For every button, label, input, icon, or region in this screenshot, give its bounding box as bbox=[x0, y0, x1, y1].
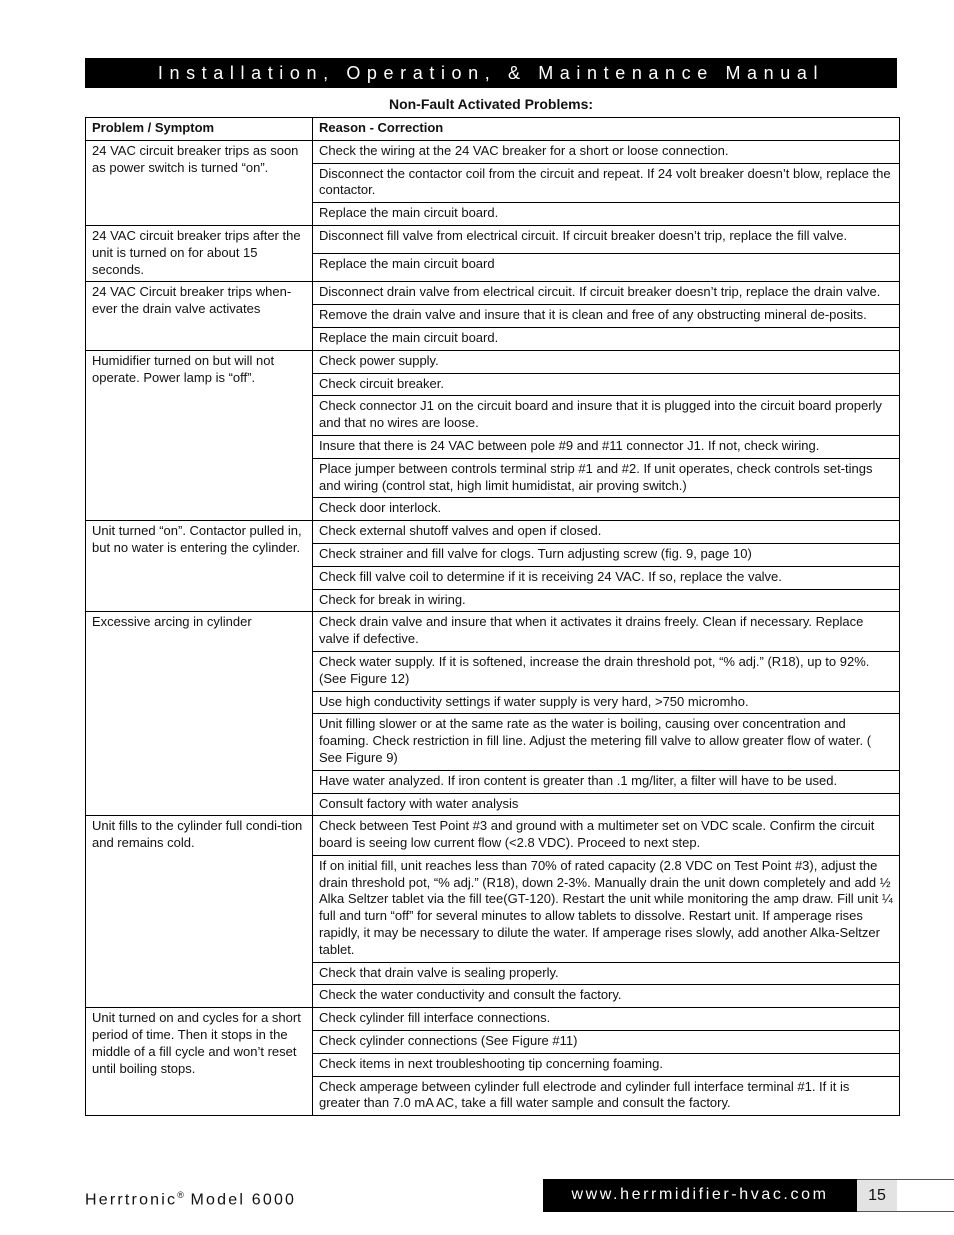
reason-cell: Use high conductivity settings if water supply is very hard, >750 micromho. bbox=[313, 691, 900, 714]
table-row bbox=[86, 282, 900, 305]
reason-cell: Check for break in wiring. bbox=[313, 589, 900, 612]
reason-cell: Disconnect drain valve from electrical circuit. If circuit breaker doesn’t trip, replace the drain valve. bbox=[313, 282, 900, 305]
reason-cell: Replace the main circuit board. bbox=[313, 327, 900, 350]
reason-cell: Check drain valve and insure that when it activates it drains freely. Clean if necessary. Replace valve if defective. bbox=[313, 612, 900, 652]
reason-cell: Check cylinder fill interface connections. bbox=[313, 1008, 900, 1031]
table-row bbox=[86, 350, 900, 373]
reason-cell: Check amperage between cylinder full electrode and cylinder full interface terminal #1. If it is greater than 7.0 mA AC, take a fill water sample and consult the factory. bbox=[313, 1076, 900, 1116]
table-row bbox=[86, 521, 900, 544]
reason-cell: Place jumper between controls terminal strip #1 and #2. If unit operates, check controls set-tings and wiring (control stat, high limit humidistat, air proving switch.) bbox=[313, 458, 900, 498]
table-row bbox=[86, 140, 900, 163]
footer-url-bar bbox=[543, 1179, 857, 1212]
reason-cell: Check strainer and fill valve for clogs. Turn adjusting screw (fig. 9, page 10) bbox=[313, 543, 900, 566]
table-row bbox=[86, 225, 900, 253]
model-name: Model 6000 bbox=[183, 1191, 297, 1209]
page-number: 15 bbox=[857, 1179, 897, 1212]
reason-cell: Check connector J1 on the circuit board and insure that it is plugged into the circuit board properly and that no wires are loose. bbox=[313, 396, 900, 436]
table-row bbox=[86, 1008, 900, 1031]
reason-cell: If on initial fill, unit reaches less than 70% of rated capacity (2.8 VDC on Test Point #3), adjust the drain threshold pot, “% adj.” (R18), down 2-3%. Manually drain the unit down completely and add ½ Alka Seltzer tablet via the fill tee(GT-120). Restart the unit while monitoring the amp draw. Fill unit ¼ full and turn “off” for several minutes to allow tablets to dissolve. Restart unit. If amperage rises rapidly, it may be necessary to dilute the water. If amperage rises slowly, add another Alka-Seltzer tablet. bbox=[313, 855, 900, 962]
reason-cell: Check fill valve coil to determine if it is receiving 24 VAC. If so, replace the valve. bbox=[313, 566, 900, 589]
reason-cell: Consult factory with water analysis bbox=[313, 793, 900, 816]
problem-cell: 24 VAC circuit breaker trips as soon as power switch is turned “on”. bbox=[86, 140, 313, 225]
reason-cell: Check the water conductivity and consult the factory. bbox=[313, 985, 900, 1008]
reason-column-header: Reason - Correction bbox=[313, 118, 900, 141]
problem-cell: 24 VAC circuit breaker trips after the unit is turned on for about 15 seconds. bbox=[86, 225, 313, 281]
reason-cell: Check items in next troubleshooting tip concerning foaming. bbox=[313, 1053, 900, 1076]
registered-mark: ® bbox=[177, 1190, 184, 1200]
reason-cell: Check between Test Point #3 and ground with a multimeter set on VDC scale. Confirm the circuit board is seeing low current flow (<2.8 VDC). Proceed to next step. bbox=[313, 816, 900, 856]
table-row bbox=[86, 816, 900, 856]
reason-cell: Check that drain valve is sealing properly. bbox=[313, 962, 900, 985]
manual-title: Installation, Operation, & Maintenance Manual bbox=[157, 63, 825, 83]
reason-cell: Check external shutoff valves and open if closed. bbox=[313, 521, 900, 544]
problem-column-header: Problem / Symptom bbox=[86, 118, 313, 141]
reason-cell: Remove the drain valve and insure that it is clean and free of any obstructing mineral de-posits. bbox=[313, 305, 900, 328]
problem-cell: 24 VAC Circuit breaker trips when-ever the drain valve activates bbox=[86, 282, 313, 350]
reason-cell: Disconnect the contactor coil from the circuit and repeat. If 24 volt breaker doesn’t blow, replace the contactor. bbox=[313, 163, 900, 203]
reason-cell: Have water analyzed. If iron content is greater than .1 mg/liter, a filter will have to be used. bbox=[313, 770, 900, 793]
reason-cell: Check water supply. If it is softened, increase the drain threshold pot, “% adj.” (R18), up to 92%. (See Figure 12) bbox=[313, 651, 900, 691]
reason-cell: Check power supply. bbox=[313, 350, 900, 373]
reason-cell: Check the wiring at the 24 VAC breaker for a short or loose connection. bbox=[313, 140, 900, 163]
reason-cell: Unit filling slower or at the same rate as the water is boiling, causing over concentration and foaming. Check restriction in fill line. Adjust the metering fill valve to allow greater flow of water. ( See Figure 9) bbox=[313, 714, 900, 770]
reason-cell: Check cylinder connections (See Figure #11) bbox=[313, 1031, 900, 1054]
problem-cell: Humidifier turned on but will not operate. Power lamp is “off”. bbox=[86, 350, 313, 520]
section-title: Non-Fault Activated Problems: bbox=[388, 96, 594, 112]
problem-cell: Unit turned on and cycles for a short period of time. Then it stops in the middle of a fill cycle and won’t reset until boiling stops. bbox=[86, 1008, 313, 1116]
reason-cell: Insure that there is 24 VAC between pole #9 and #11 connector J1. If not, check wiring. bbox=[313, 435, 900, 458]
product-name: Herrtronic bbox=[85, 1191, 178, 1209]
table-header-row bbox=[86, 118, 900, 141]
footer-rule bbox=[897, 1179, 954, 1212]
reason-cell: Replace the main circuit board. bbox=[313, 203, 900, 226]
troubleshooting-table bbox=[85, 117, 900, 1116]
problem-cell: Unit turned “on”. Contactor pulled in, but no water is entering the cylinder. bbox=[86, 521, 313, 612]
manual-title-bar bbox=[85, 58, 897, 88]
problem-cell: Unit fills to the cylinder full condi-tion and remains cold. bbox=[86, 816, 313, 1008]
website-url: www.herrmidifier-hvac.com bbox=[571, 1186, 829, 1203]
table-body bbox=[86, 140, 900, 1115]
table-row bbox=[86, 612, 900, 652]
reason-cell: Disconnect fill valve from electrical circuit. If circuit breaker doesn’t trip, replace the fill valve. bbox=[313, 225, 900, 253]
reason-cell: Check circuit breaker. bbox=[313, 373, 900, 396]
reason-cell: Replace the main circuit board bbox=[313, 254, 900, 282]
problem-cell: Excessive arcing in cylinder bbox=[86, 612, 313, 816]
reason-cell: Check door interlock. bbox=[313, 498, 900, 521]
footer-product bbox=[85, 1184, 296, 1211]
